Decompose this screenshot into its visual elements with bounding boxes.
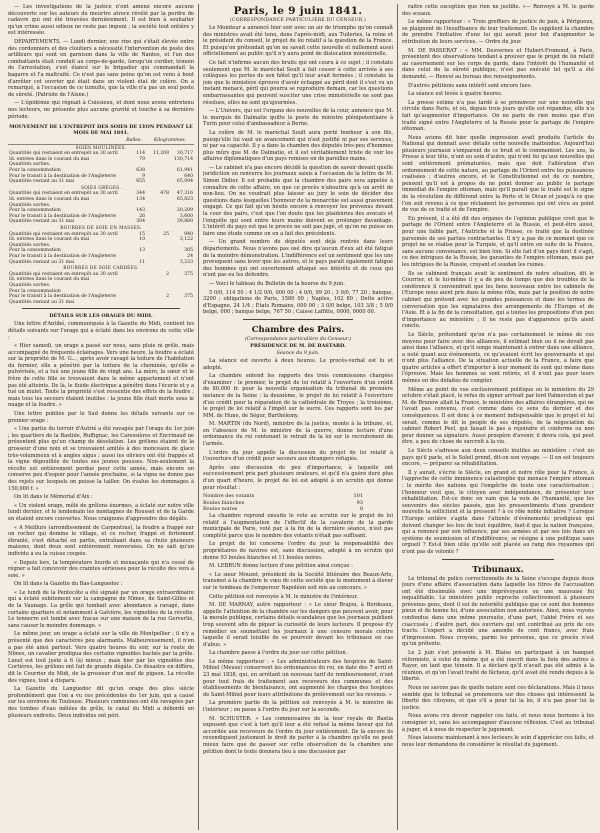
- table-cell: 940: [184, 231, 193, 237]
- table-cell: 39,880: [176, 219, 193, 225]
- paragraph: raître cette exception que rien ne justifie. »— Renvoyé à M. le garde des sceaux.: [402, 4, 594, 17]
- table-cell: 3,600: [179, 213, 193, 219]
- table-cell: 2: [166, 294, 169, 300]
- table-cell: 304: [136, 219, 145, 225]
- table-cell: [122, 300, 146, 306]
- paragraph: Après une discussion de peu d'importance, à laquelle ont successivement pris part plusieurs orateurs, et qu'il n'a guère duré plus d'un quart d'heure, le projet de loi est adopté à un scrutin qui donne pour résultat :: [203, 464, 393, 491]
- table-row-label: Pour la consommation: [9, 288, 61, 294]
- column-rule: [198, 4, 199, 830]
- vote-label: Nombre des votants: [203, 493, 255, 500]
- masthead-dateline: Paris, le 9 juin 1841.: [233, 5, 363, 17]
- paragraph: Cette pétition est renvoyée à M. le ministre de l'intérieur.: [209, 593, 358, 600]
- column-left: [8, 4, 194, 830]
- paragraph: DÉPARTEMENTS. — Lundi dernier, une rixe qui s'était élevée entre des cordonniers et des cloutiers a nécessité l'intervention de poste des artilleurs qui sont en garnison dans la ville de Nantes, et l'un des combattants était conduit au corps-de-garde, lorsqu'un cordier, témoin de l'arrestation, s'est élancé sur le brigadier qui commandait la bagarre et l'a maltraité. Ce n'est pas sans peine qu'on est venu à bout d'arrêter cet ouvrier qui était dans un violent état de colère. On a remarqué, à l'occasion de ce tumulte, que la ville n'a pas un seul poste de sûreté. (Patriote de l'Aisne.): [8, 38, 194, 98]
- table-section-label: SOIES GRÈGES.: [80, 185, 122, 191]
- paragraph: Le Moniteur a annoncé hier soir avec un air de triomphe qu'on connaît des ministres avait été tenu, dans l'après-midi, aux Tuileries, la reine et le président du conseil, le projet de loi relatif à la question de la France. Et puisqu'on prétendait qu'on ne savait cette nouvelle et nullement aussi officiellement au public qu'il n'y aura point de dislocation ministérielle.: [203, 25, 393, 58]
- table-cell: 79: [139, 156, 145, 162]
- vote-row: [203, 500, 393, 507]
- newspaper-page: [8, 4, 594, 830]
- table-cell: 375: [184, 294, 193, 300]
- paragraph: « A Meillurs (arrondissement de Carpentras), la foudre a frappé sur un rocher qui domine le village, et ce rocher, frappé et fortement ébranlé, s'est détaché en partie, entraînant dans sa chute plusieurs maisons, dont deux sont entièrement renversées. On ne sait qu'un individu a eu la cuisse coupée.: [8, 524, 194, 557]
- paragraph: « Un violent orage, mêlé de grêlons énormes, a éclaté sur notre ville lundi dernier, et le lendemain les montagnes de Rousset et de la Garde en étaient encore couvertes. Nous craignons d'apprendre des dégâts.: [8, 502, 194, 522]
- table-cell: 47,316: [176, 191, 193, 197]
- table-row-label: Quantités sorties.: [9, 242, 51, 248]
- paragraph: — Voici le tableau du Bulletin de la bourse du 9 juin.: [209, 280, 345, 287]
- table-header-cell: Balles.: [122, 138, 146, 144]
- table-section-label: SOIES MOULINÉES.: [75, 145, 127, 151]
- table-row-label: Quantités qui restaient en entrepôt au 30 avril: [9, 191, 118, 197]
- table-row-label: Quantités qui restaient en entrepôt au 30 avril: [9, 271, 118, 277]
- table-cell: 13: [139, 248, 145, 254]
- paragraph: M. DE PASSERAT : « MM. Desvernes et Hubert-Fromond, à Paris, présentent des observations tendant à prouver que le projet de loi relatif au casernement sur les corps de garde, dans l'intérêt de l'humanité et dans celui de la sûreté publique, n'est pas exécuté tel qu'il a été demandé. — Renvoi au bureau des renseignements.: [402, 47, 594, 80]
- table-cell: 130,714: [174, 156, 193, 162]
- table-row-label: Quantités restant au 31 mai: [9, 299, 75, 305]
- table-cell: 65,823: [176, 197, 193, 203]
- paragraph: M. DE MARNAY, autre rapporteur : « Le sieur Brajou, à Bordeaux, appelle l'attention de la chambre sur les dangers que peuvent avoir, pour la morale publique, certains détails scandaleux que les journaux publient trop souvent afin de piquer la curiosité de leurs lecteurs. Il propose d'y remédier en soumettant les journaux à une censure morale contre laquelle il serait loisible de se pourvoir devant les tribunaux en cas d'abus. »: [203, 602, 393, 648]
- table-row-label: Id. entrées dans le courant du mai: [9, 197, 90, 203]
- paragraph: — Le cabinet n'a pas encore décidé la question de savoir devant quelle juridiction on renverra les journaux saisis à l'occasion de la lettre de M. Simon Didier. Il est probable que la chambre des pairs sera appelée à connaître de cette affaire, en que ce procès n'aboutira qu'à un arrêt de non-lieu. On ne voudrait plus laisser au jury le soin de décider des questions dans lesquelles l'honneur de la monarchie est aussi gravement engagé. Ce qui fait qu'on hésite encore à renvoyer les prévenus devant la cour des pairs, c'est que l'on doute que les plaidoiries des avocats et l'enquête qui sont entre leurs mains doivent se prolonger davantage. L'intérêt du pays est que le procès ne soit pas jugé, et qu'on ne puisse en faire une étude comme on en a fait des précédents.: [203, 164, 393, 237]
- paragraph: Une lettre d'Antibé, communiquée à la Gazette du Midi, contient les détails suivants sur l'orage qui a éclaté dans les environs de cette ville :: [8, 321, 194, 341]
- chamber-session-date: Séance du 9 juin.: [276, 349, 320, 356]
- paragraph: Le Siècle, prétendant qu'on n'a pas certainement le même de ces moyens pour faire avec des alliances, il estimait bien ou il ne devait pas ainsi dans l'alliance, et qu'il songe maintenant à entrer dans une alliance, a noté quant aux événements, ce qu'avaient écrit les gouvernants et qui n'ont plus l'alliance. De la situation actuelle de la France, a faire que quatre articles a offert d'importer à leur moment ils sont qui même dans l'épreuve. Mais les hommes se sont retirés, et il n'ont pas pour leurs mêmes en des défaites de compter.: [402, 331, 594, 385]
- table-cell: 20,209: [176, 208, 193, 214]
- chamber-subtitle: (Correspondance particulière du Censeur.): [244, 335, 352, 342]
- table-row-label: Quantités qui restaient en entrepôt au 30 avril: [9, 151, 118, 157]
- table-cell: 638: [136, 168, 145, 174]
- paragraph: La chambre passe à l'ordre du jour sur cette pétition.: [209, 650, 348, 657]
- vote-row: [203, 506, 393, 513]
- table-row-label: Quantités restant au 31 mai: [9, 179, 75, 185]
- table-cell: [170, 300, 194, 306]
- chamber-presidency: PRÉSIDENCE DE M. DE BASTARD.: [250, 342, 346, 349]
- vote-count: 93: [356, 499, 363, 506]
- table-cell: 9: [142, 173, 145, 179]
- paragraph: La séance est ouverte à deux heures. Le procès-verbal est lu et adopté.: [203, 357, 393, 371]
- table-cell: 375: [184, 271, 193, 277]
- column-middle: [203, 4, 393, 830]
- divider: [243, 319, 353, 320]
- storms-title: DÉTAILS SUR LES ORAGES DU MIDI.: [49, 313, 153, 320]
- vote-count: 8: [359, 506, 363, 513]
- paragraph: M. SCHUSTER. « Les commissaires de la tour royale de Bastia exposent que c'est à tort qu'il leur a été refusé la même faveur qui fut accordée aux receveurs de l'ordre du jour entièrement. De là encore ils revendiquent justement le droit de parler à la chambre qu'elle ne peut mieux faire que de passer sur cette observation de la chambre une pétition dont le texte donnera lieu à une discussion par: [203, 715, 393, 755]
- divider: [442, 559, 554, 560]
- masthead-subtitle: (CORRESPONDANCE PARTICULIÈRE DU CENSEUR.): [229, 18, 367, 23]
- table-cell: 3,122: [179, 237, 193, 243]
- paragraph: La chambre reprend ensuite le vote au scrutin sur le projet de loi relatif à l'augmentation de l'effectif de la cavalerie de la garde municipale de Paris, voté par, à la fin de la dernière séance, n'est pas complété parce que le nombre des votants n'était pas suffisant.: [203, 513, 393, 539]
- right-paragraphs: [402, 4, 594, 556]
- table-cell: 305: [184, 248, 193, 254]
- table-cell: 25: [163, 231, 169, 237]
- vote-results: [203, 493, 393, 513]
- column-rule: [397, 4, 398, 830]
- table-row-label: Pour la consommation: [9, 168, 61, 174]
- paragraph: On lit dans le Mémorial d'Aix :: [14, 494, 93, 501]
- table-cell: 11: [139, 259, 145, 265]
- table-row-label: Pour le transit à la destination de l'Angleterre: [9, 253, 117, 259]
- table-header-cell: Kilogrammes.: [146, 138, 194, 144]
- table-row: [8, 300, 194, 306]
- paragraph: Le même rapporteur : « Les administrateurs des hospices de Saint-Mihiel (Meuse) conservent les ordonnances du roi, en date des 7 avril et 23 mai 1838, qui, en arrêtant un nouveau tarif de remboursement, n'ont pour tout frais de traitement aux receveurs des communes et des établissements de bienfaisance, ont augmenté les charges des hospices de Saint-Mihiel pour leurs attributions de prélèvement sur les revenus. »: [203, 658, 393, 698]
- table-cell: 2: [166, 271, 169, 277]
- paragraph: M. LEBRUN donne lecture d'une pétition ainsi conçue :: [209, 563, 353, 570]
- table-section-label: BOURRES DE SOIE CARDÉES.: [63, 266, 139, 272]
- divider: [22, 308, 180, 309]
- table-cell: 640: [184, 173, 193, 179]
- paragraph: La presse estime n'a pas tardé à se prononcer sur une nouvelle qui circule dans Paris, et où, depuis trois jours qu'elle est répandue, elle n'a fait qu'augmenter d'importance. On ne parle de rien moins que d'un traité signé entre l'Angleterre et la Russie pour le partage de l'empire ottoman.: [402, 99, 594, 133]
- table-cell: 10: [139, 237, 145, 243]
- paragraph: Le tribunal de police correctionnelle de la Seine s'occupe depuis deux jours d'une affaire d'association dans laquelle les titres de l'accusation ont été dissimulés avec une imprévoyance ou une mauvaise foi inqualifiable. Le ministère public reproche collectivement à plusieurs prévenus gens, dont il est de notoriété publique que ce sont des hommes pieux et de bonne foi, d'une association non autorisée. Ainsi, nous voyons confondus dans une même poursuite, d'une part, l'abbé Frère et ses coaccusés ; d'autre part, des ouvriers qui ont contribué au prix de ces tracts. L'expert a décidé une amende de cent francs, avec frais d'impression. Nous croyons, parmi les prévenus, que ce procès n'est qu'un prétexte.: [402, 575, 594, 648]
- paragraph: Nous avons cru devoir rappeler ces faits, et nous nous bornons à les consigner ici, sans les accompagner d'aucune réflexion. C'est au tribunal à juger, et à nous de respecter le jugement.: [402, 713, 594, 733]
- tribunals-paragraphs: [402, 576, 594, 749]
- table-cell: 26: [139, 213, 145, 219]
- paragraph: « Le lundi de la Pentecôte a été signalé par un orage extraordinaire qui a éclaté subitement sur la campagne de Nîmes, de Saint-Gilles et de la Vaunage. La grêle qui tombait avec abondance a ravagé, dans certains quartiers et notamment à Galvière, les vignobles de la récolte. Le tonnerre est tombé avec fracas sur une maison de la rue Gerverlié, sans causer le moindre dommage. »: [8, 589, 194, 629]
- table-row-label: Quantités sorties.: [9, 282, 51, 288]
- paragraph: On lit dans la Gazette du Bas-Languedoc :: [14, 581, 123, 588]
- paragraph: Ce fait n'infirme aucun des bruits qui ont couru à ce sujet ; il constate seulement que M. le maréchal Soult a fait cesser à cette arrivée à ses collègues les portes de son hôtel qu'il leur avait fermées ; il constate la joie que le ministère éprouve d'avoir échappé au péril dont il s'est vu un instant menacé, péril qui pourra se reproduire demain, car les questions embarrassantes qui peuvent susciter une crise ministérielle ne sont pas résolues, elles ne sont qu'ajournées.: [203, 59, 393, 106]
- tribunals-title: Tribunaux.: [472, 564, 524, 575]
- table-cell: 65,094: [176, 179, 193, 185]
- table-cell: 3,233: [179, 259, 193, 265]
- table-cell: 114: [136, 151, 145, 157]
- table-row-label: Id. entrées dans le courant du mai: [9, 237, 90, 243]
- table-cell: 143: [136, 208, 145, 214]
- paris-paragraphs: [203, 25, 393, 316]
- paragraph: Le Siècle s'adresse aux deux conseils inutiles au ministère : c'est un pays qu'il parle, et le Soleil prend, dit-on son voyage. — Il en est toujours encore, — préparer sa réhabilitation.: [402, 448, 594, 468]
- paragraph: — L'Univers, qui est l'organe des nouvelles de la cour, annonce que M. le marquis de Dalmatie quitte le poste de ministre plénipotentiaire à Turin pour celui d'ambassadeur à Berne.: [203, 108, 393, 128]
- table-row-label: Quantités restant au 31 mai: [9, 259, 75, 265]
- vote-label: Boules blanches: [203, 499, 245, 506]
- paragraph: « Hier samedi, un orage a passé sur nous, sans pluie ni grêle, mais accompagné de fréquents éclairages. Vers une heure, la foudre a éclaté sur la propriété de M. G..., après avoir ravagé la toiture de l'habitation du fermier, elle a pénétré par la toiture de la cheminée, qu'elle a pulvérisée, et a tué une jeune fille de vingt ans. La mère, la sœur et le frère de cette fille se trouvaient dans le même appartement et n'ont pas été atteints. De là, le fluide électrique a pénétré dans l'écurie et y a tué un mulet. Toute la propriété s'est ressentie des effets de la foudre ; mais tous les secours étaient inutiles : la jeune fille était morte sous le nuage et la foudre. »: [8, 343, 194, 409]
- paragraph: La colère de M. le maréchal Soult aura porté bonheur à son fils, puisqu'elle lui vaut un avancement qui n'est justifié ni par ses services, ni par sa capacité. Il y a dans la chambre des députés très-peu d'hommes plus mûrs que M. de Dalmatie, et il est véritablement triste de voir les affaires diplomatiques d'un pays remises en de pareilles mains.: [203, 129, 393, 163]
- paragraph: Le même jour, un orage a éclaté sur la ville de Montpellier ; il n'y a présenté que des caractères peu alarmants. Malheureusement, il n'en a pas été ainsi partout. Vers quatre heures du soir, sur la route de Nîmes, un cavalier prodigua des certains vignobles hachés par la grêle. Lunel est tout juste à 6 (à) mieux ; mais hier par les vignobles des Cortières, les grêlons ont fait de grands dégâts. Ce désastre en diffère, dit le Courrier du Midi, de la grosseur d'un œuf de pigeon. La récolte des vignes, tout a disparu.: [8, 631, 194, 684]
- paragraph: Le projet de loi concerne l'ordre du jour la responsabilité des propriétaires de navires est, sans discussion, adopté à un scrutin qui donne 93 boules blanches et 11 boules noires.: [203, 541, 393, 561]
- chamber-paragraphs-continued: [203, 513, 393, 755]
- table-cell: 61,941: [176, 168, 193, 174]
- table-section: [8, 225, 194, 232]
- table-section-label: BOURRES DE SOIE EN MASSES.: [60, 226, 142, 231]
- paragraph: « Le sieur Mouzet, président de la Société littéraire des Beaux-Arts, transmet à la chambre le vœu de cette société que le monument à élever sur le tombeau de l'empereur Napoléon soit mis au concours. »: [203, 571, 393, 591]
- storms-paragraphs: [8, 321, 194, 719]
- paragraph: Le 2 juin s'est présenté à M. Blaise un participant à un banquet réformiste, à celui du même qui a été inscrit dans la liste des autres à Rayer, en tant que témoin. Il a déclaré qu'il n'avait pas été admis à la réunion, et qu'on l'avait traité de fâcheux, qu'il avait été rendu depuis à la liberté.: [402, 650, 594, 683]
- intro-paragraphs: [8, 4, 194, 120]
- paragraph: Le même rapporteur : « Trois greffiers de justice de paix, à Périgueux, se plaignent de l'insuffisance de leur traitement. Ils supplient la chambre de prendre l'initiative d'une loi qui aurait pour but d'augmenter la rétribution de leurs services. — Ordre du jour.: [402, 19, 594, 45]
- paragraph: D'autres pétitions sans intérêt sont encore lues.: [408, 82, 533, 89]
- table-row-label: Quantités sorties.: [9, 162, 51, 168]
- paragraph: Il y aurait, s'écrie le Siècle, en grand et notre rôle pour la France, à l'approche de cette imminence catastrophe qui menace l'empire ottoman : le mérite des nations qui l'empêche de toute une caractérisation ; l'honneur veut que, le citoyen avec indépendance, de présenter leur réhabilitation. Est-ce donc en vain que la voix de l'humanité, que les souvenirs des siècles passés, que les pressentiments d'une grandeur nouvelle la sollicitent et la pressent ? à ce rôle noble initiative ? Lorsque l'Europe entière s'agite dans l'attente d'événements prodigieux qui doivent changer les lois de tout équilibre, faut-il que la nation française, qui a renoncé par son influence, par ses armées et par ses lois dans un système de soumission et d'indifférence, se résigne à une politique sans orgueil ? Est-il bien utile qu'elle soit placée au rang des royaumes qui n'ont pas de volonté ?: [402, 469, 594, 555]
- table-cell: 11,209: [152, 151, 169, 157]
- table-cell: 134: [136, 197, 145, 203]
- paragraph: L'ordre du jour appelle la discussion du projet de loi relatif à l'ouverture d'un crédit pour secours aux étrangers réfugiés.: [203, 449, 393, 463]
- paragraph: — Les investigations de la justice n'ont amené encore aucune découverte sur les auteurs du meurtre atroce révélé par la perdre de cadavre qui ont été trouvées dernièrement. Il est bien à souhaiter qu'un crime aussi odieux ne reste pas impuni ; la société tout entière y est intéressée.: [8, 4, 194, 37]
- table-section: [8, 265, 194, 272]
- table-cell: 344: [136, 191, 145, 197]
- vote-row: [203, 493, 393, 500]
- paragraph: Nous ne savons pas de quelle nature sont ces déclarations. Mais il nous semble que le tribunal se prononcera sur des choses qui intéressent la liberté des citoyens, et que s'il a pour lui la loi, il n'a pas pour lui la justice.: [402, 685, 594, 711]
- paragraph: — L'épidémie qui régnait à Cuissieux, et dont nous avons entretenu nos lecteurs, ne présente plus aucune gravité et touche à sa dernière période.: [8, 100, 194, 120]
- table-row-label: Quantités qui restaient en entrepôt au 30 avril: [9, 231, 118, 237]
- table-row-label: Quantités restant au 31 mai: [9, 219, 75, 225]
- paragraph: La séance est levée à quatre heures.: [408, 91, 503, 98]
- table-row-label: Pour le transit à la destination de l'Angleterre: [9, 213, 117, 219]
- paragraph: 5 0/0, 114 50 ; 4 1/2 0/0, 000 00 ; 4 0/0, 99 20 ; 3 0/0, 77 20 ; banque, 3200 ; obligations de Paris, 1580 00 ; Naples, 102 80 ; Dette active d'Espagne, 24 1/4 ; États Romains, 000 00 ; 3 0/0 belge, 103 3/8 ; 5 0/0 belge, 000 ; banque belge, 767 50 ; Caisse Laffitte, 0000, 0000 00.: [203, 289, 393, 316]
- paragraph: En présent, il a été dit des organes de l'opinion publique croit que le partage de l'Orient entre l'Angleterre et la Russie, et peut-être aussi, pour une faible part, l'Autriche et la Prusse, ce traité que la destinée parsemée de ses parties contractantes. Il n'y a pas de ce moment que ce projet ne se réalise pour la Turquie, et qu'il entre en suite de la France, sans aucune convenance, est bien loin. Si elle fait d'un pays dont il s'agit, ce des intrigues de la Russie, les garanties de l'empire ottoman, mais par les intrigues de la Russie, croyant et soudan les ruines.: [402, 215, 594, 268]
- paragraph: « Depuis lors, la température lourde et menaçante qui n'a cessé de régner a fait concevoir des craintes sérieuses pour la récolte des vers à soie. »: [8, 559, 194, 579]
- table-row-label: Id. entrées dans le courant du mai: [9, 156, 90, 162]
- table-cell: 478: [160, 191, 169, 197]
- table-cell: 15: [139, 231, 145, 237]
- vote-count: 101: [353, 493, 363, 500]
- paragraph: Une lettre publiée par le Sud donne les détails suivants sur ce premier orage :: [8, 411, 194, 424]
- table-row-label: Pour la consommation: [9, 248, 61, 254]
- silk-warehouse-table: [8, 138, 194, 305]
- stats-title: MOUVEMENT DE L'ENTREPOT DES SOIES DE LYON PENDANT LE MOIS DE MAI 1841.: [9, 124, 193, 137]
- paragraph: Nous laissons maintenant à nos lecteurs le soin d'apprécier ces faits, et nous leur demandons de considérer le résultat du jugement.: [402, 735, 594, 748]
- table-row-label: Quantités sorties.: [9, 202, 51, 208]
- paragraph: — Un grand nombre de députés sont déjà rentrés dans leurs départements. Nous n'avons pas osé dire qu'aucun d'eux ait été fatigué de la moindre démonstration. L'indifférence est un sentiment que les uns provoquent sans lever que les autres, et le pays paraît également fatigué des hommes qui ont ouvertement attaqué ses intérêts et de ceux qui n'ont pas eu les défendre.: [203, 239, 393, 279]
- table-row-label: Pour le transit à la destination de l'Angleterre: [9, 294, 117, 300]
- paragraph: La chambre entend les rapports des trois commissions chargées d'examiner : le premier, le projet de loi relatif à l'ouverture d'un crédit de 80,000 fr. pour la nouvelle organisation du tribunal de première instance de la Seine ; la deuxième, le projet de loi relatif à l'ouverture d'un crédit pour la réparation de la cathédrale de Troyes ; la troisième, le projet de loi relatif à l'impôt sur le sucre. Ces rapports sont lus par MM. de Hune, de Ségur, Barthélemy.: [203, 373, 393, 419]
- paragraph: Nous avions dit hier quelle impression avait produite l'article du National qui donnait avec détails cette nouvelle inattendue. Aujourd'hui plusieurs journaux s'emparent de ce bruit et le commentent. Les uns, la Presse à leur tête, n'ont eu soin d'autre, qui n'ont foi qu'aux nouvelles qui sont entièrement prématurées, mais que doit l'altération d'un ordonnement de cette nature, au partage de l'Orient entre les puissances coalisées ; d'autres encore, et le Constitutionnel est de ce nombre, pensent qu'il est à propos de ne point donner au public le partage immédiat de l'empire ottoman, mais qu'il paraît que le traité est le signe de la révolution de différend entre la Porte et le Divan et jusqu'à ce que l'on soit revenu à ce que réclament les personnes qui ont vécu au point de vue de ce traité et de l'empire.: [402, 134, 594, 214]
- column-right: [402, 4, 594, 830]
- paragraph: « Une partie du terroir d'Autrié a été ravagée par l'orage du 1er juin ; les quartiers de la Bastide, Ruffignac, les Caressières et Encrinaud ne présentent plus qu'un champ de désolation. Les grêlons étaient de la grosseur d'une noix et se trouvaient amités à des monceaux de glace très-volumineux et à angles aigus ; aussi les oliviers ont été frappés et la vigne dépouillée de toutes ses jeunes pousses. Non-seulement la récolte est entièrement perdue pour cette année, mais encore on conserve peu d'espoir pour l'année prochaine, si la vigne ne donne pas des rejets sur lesquels on puisse la tailler. On évalue les dommages à 150,000 f. »: [8, 426, 194, 492]
- table-cell: 655: [136, 179, 145, 185]
- paragraph: Même au point de vue exclusivement politique où le ministère du 29 octobre s'était placé, le refus de signer arrivait par lord Palmerston et par M. de Brunow allait la France, le ministère des affaires étrangères, qui ne l'avait pas convenu, n'est comme dans ce sens du dernier et des conséquences. Il est donc à ce moment indispensable que le projet et lui serait, comme le dit le peuple de ses députés, de la négociation du cabinet Robert Peel, qui faisait le pas à rejoindre et conforme ou non pour donner sa signature. Aussi prospère d'avenir, il devra cela, qui peut être, a peu de chose de surcroît à la vie.: [402, 386, 594, 446]
- table-row: [8, 294, 194, 300]
- paragraph: M. MARTIN (du Nord), ministre de la justice, monte à la tribune, et, en l'absence de M. le ministre de la guerre, donne lecture d'une ordonnance du roi contenant le retrait de la loi sur le recrutement de l'armée.: [203, 421, 393, 448]
- table-cell: 30,717: [176, 151, 193, 157]
- table-cell: [146, 300, 170, 306]
- table-row-label: Id. entrées dans le courant du mai: [9, 277, 90, 283]
- paragraph: La première partie de la pétition est renvoyée à M. le ministre de l'intérieur ; on passe à l'ordre du jour sur la seconde.: [203, 700, 393, 714]
- chamber-paragraphs: [203, 358, 393, 491]
- paragraph: La Gazette du Languedoc dit qu'un orage des plus siècle profondément que l'on a vu ces précédentes du 1er juin, qui a causé sur les environs de Toulouse. Plusieurs communes ont été ravagées par des tombes d'eau mêlées de grêle, le canal du Midi a débordé en plusieurs endroits. Deux individus ont péri.: [8, 686, 194, 719]
- table-row-label: Pour le transit à la destination de l'Angleterre: [9, 173, 117, 179]
- paragraph: Ils se cabinent français avait le sentiment de notre situation, dit le Courrier, et le lui-même il y a de peu de temps que des troubles de la conférence il conviendrait que les liens nouveaux entre les cabinets de l'Europe nous aient pris dans la même rôle, mais par la position de notre cabinet qui prétend avec les grandes puissances et dans les termes de conversation que les signataires des arrangements de l'Europe et de l'Asie. Et à la fin de la consultation, qui a toutes les propositions d'un peu d'importance au ministère ; il ne reste pas d'apparence qu'ils aient conclu.: [402, 270, 594, 330]
- table-cell: 24: [187, 253, 193, 259]
- vote-label: Boules noires: [203, 506, 238, 513]
- chamber-title: Chambre des Pairs.: [251, 324, 345, 335]
- table-row-label: Pour la consommation: [9, 208, 61, 214]
